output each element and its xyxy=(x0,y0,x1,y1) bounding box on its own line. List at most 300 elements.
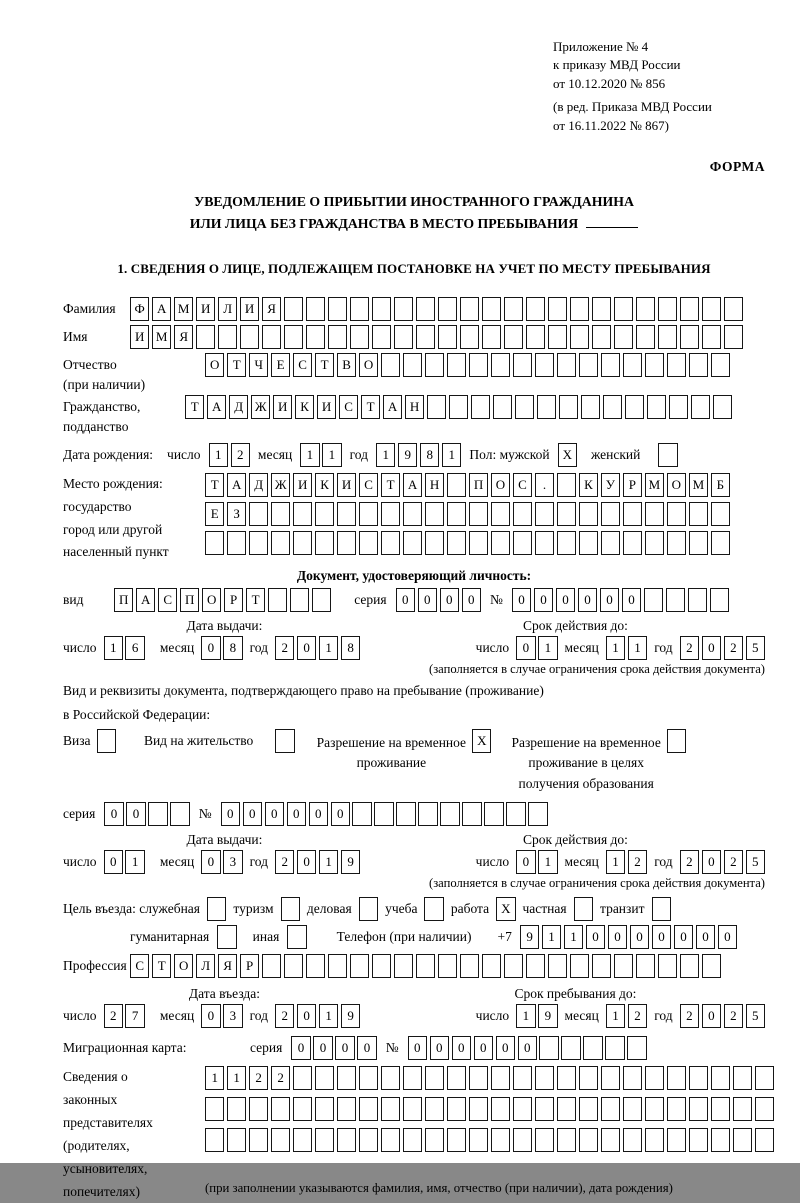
cell[interactable] xyxy=(491,531,510,555)
cell[interactable] xyxy=(469,1097,488,1121)
cell[interactable]: 2 xyxy=(271,1066,290,1090)
cell[interactable]: З xyxy=(227,502,246,526)
cell[interactable]: С xyxy=(130,954,149,978)
purpose-humanitarian-checkbox[interactable] xyxy=(217,925,236,949)
cell[interactable] xyxy=(306,325,325,349)
cell[interactable]: 0 xyxy=(201,636,220,660)
cell[interactable] xyxy=(469,1128,488,1152)
cell[interactable] xyxy=(539,1036,558,1060)
cell[interactable] xyxy=(491,1128,510,1152)
cell[interactable]: 1 xyxy=(564,925,583,949)
cell[interactable] xyxy=(425,531,444,555)
cell[interactable]: 0 xyxy=(430,1036,449,1060)
cell[interactable]: Т xyxy=(361,395,380,419)
cell[interactable] xyxy=(427,395,446,419)
cell[interactable] xyxy=(504,297,523,321)
purpose-transit-checkbox[interactable] xyxy=(652,897,671,921)
entry-month-cells[interactable] xyxy=(201,1004,242,1028)
cell[interactable]: Е xyxy=(205,502,224,526)
cell[interactable] xyxy=(381,353,400,377)
cell[interactable] xyxy=(218,325,237,349)
purpose-business-checkbox[interactable] xyxy=(359,897,378,921)
cell[interactable] xyxy=(623,1097,642,1121)
cell[interactable] xyxy=(337,502,356,526)
cell[interactable] xyxy=(284,325,303,349)
cell[interactable] xyxy=(97,729,116,753)
cell[interactable] xyxy=(605,1036,624,1060)
birthplace-cells-row1[interactable] xyxy=(205,473,730,497)
cell[interactable]: 1 xyxy=(542,925,561,949)
cell[interactable]: Я xyxy=(174,325,193,349)
representatives-cells-row1[interactable] xyxy=(205,1066,774,1090)
cell[interactable] xyxy=(491,1066,510,1090)
cell[interactable]: М xyxy=(152,325,171,349)
purpose-work-checkbox[interactable] xyxy=(496,897,515,921)
cell[interactable] xyxy=(275,729,294,753)
cell[interactable]: Т xyxy=(246,588,265,612)
cell[interactable]: 0 xyxy=(297,850,316,874)
cell[interactable]: О xyxy=(667,473,686,497)
cell[interactable]: 0 xyxy=(702,636,721,660)
cell[interactable]: 2 xyxy=(275,1004,294,1028)
cell[interactable]: 0 xyxy=(516,636,535,660)
cell[interactable] xyxy=(403,502,422,526)
cell[interactable] xyxy=(447,1097,466,1121)
cell[interactable] xyxy=(315,531,334,555)
cell[interactable]: 0 xyxy=(702,1004,721,1028)
cell[interactable] xyxy=(667,353,686,377)
cell[interactable] xyxy=(418,802,437,826)
cell[interactable]: 0 xyxy=(718,925,737,949)
cell[interactable] xyxy=(658,443,677,467)
cell[interactable]: 2 xyxy=(724,850,743,874)
cell[interactable] xyxy=(645,353,664,377)
name-cells[interactable] xyxy=(130,325,743,349)
cell[interactable] xyxy=(579,1097,598,1121)
cell[interactable] xyxy=(581,395,600,419)
cell[interactable]: 0 xyxy=(578,588,597,612)
cell[interactable] xyxy=(240,325,259,349)
cell[interactable] xyxy=(493,395,512,419)
cell[interactable]: 1 xyxy=(628,636,647,660)
cell[interactable]: 1 xyxy=(442,443,461,467)
cell[interactable]: 0 xyxy=(622,588,641,612)
doc-valid-year-cells[interactable] xyxy=(680,636,765,660)
cell[interactable] xyxy=(689,1066,708,1090)
cell[interactable] xyxy=(570,297,589,321)
cell[interactable] xyxy=(755,1097,774,1121)
cell[interactable]: 0 xyxy=(396,588,415,612)
cell[interactable] xyxy=(460,297,479,321)
cell[interactable] xyxy=(623,353,642,377)
cell[interactable] xyxy=(262,325,281,349)
cell[interactable] xyxy=(196,325,215,349)
cell[interactable]: 0 xyxy=(243,802,262,826)
cell[interactable] xyxy=(469,1066,488,1090)
cell[interactable]: 8 xyxy=(223,636,242,660)
cell[interactable]: 0 xyxy=(291,1036,310,1060)
cell[interactable]: 1 xyxy=(227,1066,246,1090)
cell[interactable]: Н xyxy=(425,473,444,497)
cell[interactable]: Л xyxy=(196,954,215,978)
cell[interactable] xyxy=(315,502,334,526)
residence-permit-checkbox[interactable] xyxy=(275,729,294,753)
cell[interactable] xyxy=(658,325,677,349)
representatives-cells-row3[interactable] xyxy=(205,1128,774,1152)
cell[interactable]: 0 xyxy=(201,1004,220,1028)
cell[interactable] xyxy=(447,1128,466,1152)
cell[interactable]: . xyxy=(535,473,554,497)
cell[interactable] xyxy=(535,1097,554,1121)
cell[interactable] xyxy=(337,531,356,555)
cell[interactable] xyxy=(570,325,589,349)
cell[interactable] xyxy=(469,353,488,377)
cell[interactable]: 0 xyxy=(652,925,671,949)
cell[interactable]: Д xyxy=(229,395,248,419)
cell[interactable]: X xyxy=(558,443,577,467)
cell[interactable] xyxy=(460,325,479,349)
cell[interactable] xyxy=(337,1097,356,1121)
cell[interactable] xyxy=(471,395,490,419)
rvp-checkbox[interactable] xyxy=(472,729,491,753)
cell[interactable]: К xyxy=(579,473,598,497)
cell[interactable] xyxy=(249,502,268,526)
cell[interactable] xyxy=(328,325,347,349)
permit-seria-cells[interactable] xyxy=(104,802,189,826)
cell[interactable]: 5 xyxy=(746,636,765,660)
cell[interactable] xyxy=(733,1066,752,1090)
cell[interactable]: 0 xyxy=(600,588,619,612)
cell[interactable]: Т xyxy=(381,473,400,497)
purpose-private-checkbox[interactable] xyxy=(574,897,593,921)
cell[interactable]: 0 xyxy=(313,1036,332,1060)
cell[interactable] xyxy=(711,1066,730,1090)
cell[interactable] xyxy=(271,1097,290,1121)
cell[interactable] xyxy=(636,954,655,978)
cell[interactable]: А xyxy=(383,395,402,419)
cell[interactable] xyxy=(515,395,534,419)
cell[interactable] xyxy=(627,1036,646,1060)
cell[interactable] xyxy=(526,954,545,978)
cell[interactable] xyxy=(557,353,576,377)
cell[interactable] xyxy=(724,297,743,321)
cell[interactable]: 9 xyxy=(398,443,417,467)
cell[interactable]: С xyxy=(293,353,312,377)
cell[interactable]: Я xyxy=(218,954,237,978)
cell[interactable] xyxy=(669,395,688,419)
cell[interactable]: 0 xyxy=(309,802,328,826)
cell[interactable] xyxy=(601,1097,620,1121)
cell[interactable]: 2 xyxy=(628,850,647,874)
cell[interactable] xyxy=(447,531,466,555)
cell[interactable]: 3 xyxy=(223,850,242,874)
cell[interactable] xyxy=(645,1066,664,1090)
cell[interactable] xyxy=(372,297,391,321)
cell[interactable] xyxy=(537,395,556,419)
cell[interactable]: П xyxy=(180,588,199,612)
cell[interactable]: 1 xyxy=(322,443,341,467)
cell[interactable]: 7 xyxy=(125,1004,144,1028)
surname-cells[interactable] xyxy=(130,297,743,321)
cell[interactable] xyxy=(447,473,466,497)
cell[interactable]: 0 xyxy=(516,850,535,874)
cell[interactable] xyxy=(271,1128,290,1152)
cell[interactable]: 0 xyxy=(702,850,721,874)
cell[interactable] xyxy=(557,1128,576,1152)
cell[interactable]: Р xyxy=(224,588,243,612)
entry-day-cells[interactable] xyxy=(104,1004,145,1028)
cell[interactable]: 0 xyxy=(297,1004,316,1028)
cell[interactable] xyxy=(513,502,532,526)
cell[interactable] xyxy=(491,502,510,526)
cell[interactable]: 3 xyxy=(223,1004,242,1028)
cell[interactable] xyxy=(647,395,666,419)
cell[interactable]: 5 xyxy=(746,850,765,874)
cell[interactable] xyxy=(614,325,633,349)
cell[interactable]: 2 xyxy=(628,1004,647,1028)
cell[interactable] xyxy=(350,954,369,978)
profession-cells[interactable] xyxy=(130,954,721,978)
cell[interactable] xyxy=(579,1066,598,1090)
cell[interactable]: К xyxy=(295,395,314,419)
permit-issue-day-cells[interactable] xyxy=(104,850,145,874)
cell[interactable]: О xyxy=(205,353,224,377)
cell[interactable] xyxy=(548,325,567,349)
cell[interactable] xyxy=(557,531,576,555)
cell[interactable] xyxy=(658,297,677,321)
cell[interactable] xyxy=(438,325,457,349)
cell[interactable] xyxy=(636,325,655,349)
cell[interactable] xyxy=(482,297,501,321)
cell[interactable] xyxy=(287,925,306,949)
cell[interactable]: 0 xyxy=(104,802,123,826)
cell[interactable]: П xyxy=(114,588,133,612)
purpose-other-checkbox[interactable] xyxy=(287,925,306,949)
cell[interactable]: А xyxy=(227,473,246,497)
cell[interactable] xyxy=(352,802,371,826)
cell[interactable] xyxy=(350,297,369,321)
cell[interactable] xyxy=(559,395,578,419)
cell[interactable] xyxy=(570,954,589,978)
cell[interactable]: И xyxy=(240,297,259,321)
birth-month-cells[interactable] xyxy=(300,443,341,467)
cell[interactable] xyxy=(381,531,400,555)
cell[interactable] xyxy=(381,1097,400,1121)
cell[interactable] xyxy=(688,588,707,612)
cell[interactable] xyxy=(315,1128,334,1152)
cell[interactable] xyxy=(424,897,443,921)
cell[interactable]: 0 xyxy=(126,802,145,826)
cell[interactable] xyxy=(561,1036,580,1060)
cell[interactable] xyxy=(306,297,325,321)
cell[interactable]: 0 xyxy=(287,802,306,826)
cell[interactable] xyxy=(394,325,413,349)
cell[interactable]: А xyxy=(152,297,171,321)
cell[interactable]: О xyxy=(174,954,193,978)
cell[interactable] xyxy=(579,1128,598,1152)
cell[interactable]: 2 xyxy=(104,1004,123,1028)
cell[interactable]: Т xyxy=(315,353,334,377)
cell[interactable] xyxy=(381,1066,400,1090)
cell[interactable] xyxy=(337,1128,356,1152)
cell[interactable]: Е xyxy=(271,353,290,377)
cell[interactable] xyxy=(249,531,268,555)
cell[interactable] xyxy=(460,954,479,978)
cell[interactable] xyxy=(583,1036,602,1060)
cell[interactable] xyxy=(667,729,686,753)
cell[interactable] xyxy=(271,531,290,555)
cell[interactable]: 1 xyxy=(606,636,625,660)
cell[interactable] xyxy=(623,1066,642,1090)
cell[interactable]: 0 xyxy=(474,1036,493,1060)
cell[interactable] xyxy=(702,954,721,978)
patronymic-cells[interactable] xyxy=(205,353,730,377)
cell[interactable] xyxy=(513,531,532,555)
cell[interactable]: 1 xyxy=(606,850,625,874)
cell[interactable] xyxy=(249,1097,268,1121)
cell[interactable] xyxy=(205,531,224,555)
cell[interactable]: 0 xyxy=(265,802,284,826)
cell[interactable]: Т xyxy=(205,473,224,497)
birth-year-cells[interactable] xyxy=(376,443,461,467)
cell[interactable]: Л xyxy=(218,297,237,321)
cell[interactable]: 1 xyxy=(209,443,228,467)
purpose-service-checkbox[interactable] xyxy=(207,897,226,921)
cell[interactable] xyxy=(374,802,393,826)
cell[interactable]: С xyxy=(339,395,358,419)
cell[interactable] xyxy=(293,1066,312,1090)
cell[interactable] xyxy=(271,502,290,526)
cell[interactable]: О xyxy=(359,353,378,377)
cell[interactable] xyxy=(372,954,391,978)
cell[interactable] xyxy=(438,954,457,978)
purpose-study-checkbox[interactable] xyxy=(424,897,443,921)
cell[interactable] xyxy=(469,502,488,526)
cell[interactable] xyxy=(306,954,325,978)
cell[interactable] xyxy=(601,502,620,526)
cell[interactable]: 1 xyxy=(516,1004,535,1028)
cell[interactable] xyxy=(711,1128,730,1152)
cell[interactable]: Т xyxy=(185,395,204,419)
cell[interactable]: 1 xyxy=(538,850,557,874)
cell[interactable] xyxy=(447,1066,466,1090)
cell[interactable]: 9 xyxy=(341,850,360,874)
cell[interactable] xyxy=(262,954,281,978)
cell[interactable] xyxy=(359,897,378,921)
cell[interactable] xyxy=(205,1097,224,1121)
cell[interactable] xyxy=(711,531,730,555)
cell[interactable]: Ж xyxy=(251,395,270,419)
cell[interactable]: 0 xyxy=(518,1036,537,1060)
cell[interactable] xyxy=(425,1066,444,1090)
cell[interactable] xyxy=(535,1128,554,1152)
cell[interactable] xyxy=(755,1128,774,1152)
cell[interactable] xyxy=(689,1128,708,1152)
cell[interactable] xyxy=(557,1066,576,1090)
cell[interactable] xyxy=(557,473,576,497)
cell[interactable]: 0 xyxy=(496,1036,515,1060)
cell[interactable] xyxy=(217,925,236,949)
cell[interactable] xyxy=(548,954,567,978)
cell[interactable] xyxy=(689,531,708,555)
cell[interactable] xyxy=(623,1128,642,1152)
cell[interactable] xyxy=(623,502,642,526)
cell[interactable] xyxy=(513,1128,532,1152)
cell[interactable]: 0 xyxy=(357,1036,376,1060)
cell[interactable] xyxy=(713,395,732,419)
cell[interactable]: О xyxy=(491,473,510,497)
cell[interactable] xyxy=(227,1097,246,1121)
cell[interactable]: 8 xyxy=(420,443,439,467)
cell[interactable] xyxy=(535,531,554,555)
cell[interactable] xyxy=(268,588,287,612)
cell[interactable] xyxy=(205,1128,224,1152)
cell[interactable] xyxy=(328,954,347,978)
cell[interactable]: 1 xyxy=(300,443,319,467)
cell[interactable]: Т xyxy=(152,954,171,978)
cell[interactable] xyxy=(449,395,468,419)
cell[interactable]: 0 xyxy=(462,588,481,612)
cell[interactable]: И xyxy=(293,473,312,497)
cell[interactable] xyxy=(667,1128,686,1152)
cell[interactable] xyxy=(506,802,525,826)
cell[interactable] xyxy=(666,588,685,612)
cell[interactable] xyxy=(440,802,459,826)
cell[interactable] xyxy=(645,1097,664,1121)
visa-checkbox[interactable] xyxy=(97,729,116,753)
doc-issue-year-cells[interactable] xyxy=(275,636,360,660)
cell[interactable] xyxy=(381,502,400,526)
cell[interactable] xyxy=(625,395,644,419)
cell[interactable] xyxy=(227,1128,246,1152)
cell[interactable]: 0 xyxy=(104,850,123,874)
cell[interactable]: 0 xyxy=(674,925,693,949)
cell[interactable] xyxy=(667,502,686,526)
cell[interactable]: 0 xyxy=(331,802,350,826)
cell[interactable] xyxy=(667,1066,686,1090)
cell[interactable] xyxy=(702,297,721,321)
cell[interactable]: И xyxy=(273,395,292,419)
cell[interactable]: О xyxy=(202,588,221,612)
cell[interactable] xyxy=(403,1097,422,1121)
cell[interactable] xyxy=(689,1097,708,1121)
cell[interactable] xyxy=(733,1128,752,1152)
cell[interactable] xyxy=(416,297,435,321)
cell[interactable] xyxy=(535,502,554,526)
cell[interactable]: 1 xyxy=(606,1004,625,1028)
citizenship-cells[interactable] xyxy=(185,395,732,419)
cell[interactable] xyxy=(403,531,422,555)
cell[interactable]: 0 xyxy=(297,636,316,660)
cell[interactable] xyxy=(284,297,303,321)
cell[interactable] xyxy=(359,531,378,555)
cell[interactable] xyxy=(526,325,545,349)
cell[interactable] xyxy=(601,1066,620,1090)
cell[interactable] xyxy=(680,297,699,321)
cell[interactable]: 0 xyxy=(630,925,649,949)
permit-valid-day-cells[interactable] xyxy=(516,850,557,874)
cell[interactable] xyxy=(425,1128,444,1152)
cell[interactable] xyxy=(711,502,730,526)
cell[interactable] xyxy=(491,353,510,377)
cell[interactable] xyxy=(403,1128,422,1152)
mig-num-cells[interactable] xyxy=(408,1036,647,1060)
cell[interactable]: 9 xyxy=(538,1004,557,1028)
cell[interactable] xyxy=(394,954,413,978)
cell[interactable]: М xyxy=(689,473,708,497)
doc-valid-month-cells[interactable] xyxy=(606,636,647,660)
cell[interactable] xyxy=(592,325,611,349)
